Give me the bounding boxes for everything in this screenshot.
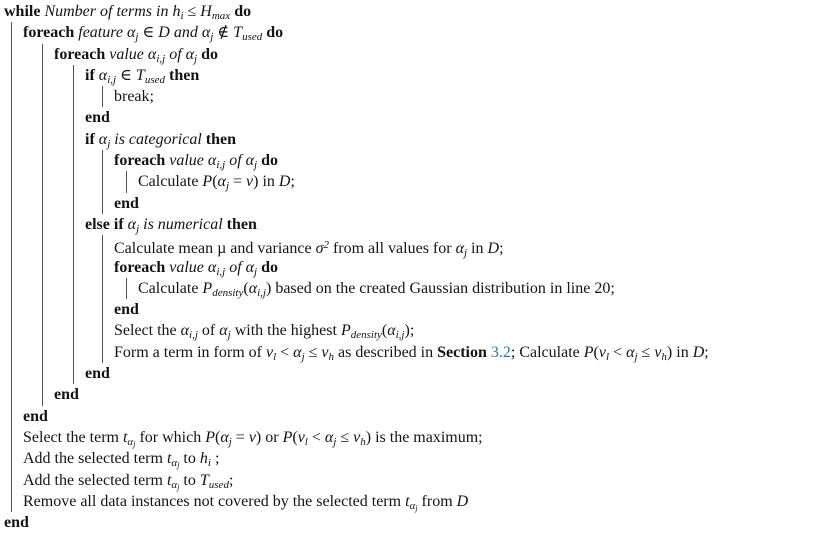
text-run: with the highest <box>230 322 341 340</box>
text-run: j <box>634 350 638 363</box>
text-run: H <box>200 3 212 20</box>
text-run: ≤ <box>336 428 354 446</box>
algo-line-foreach-feature <box>23 22 819 43</box>
text-run: density <box>212 286 244 299</box>
text-run: α <box>147 45 157 63</box>
algo-line-calc-prob <box>138 171 819 192</box>
text-run: α <box>324 428 334 446</box>
text-run: is numerical <box>139 215 227 233</box>
text-run: end <box>85 365 110 383</box>
text-run: α <box>201 24 211 42</box>
text-run: j <box>225 180 229 193</box>
text-run: i,j <box>189 329 198 342</box>
text-run: ∈ <box>138 24 159 42</box>
text-run: j <box>333 435 337 448</box>
algo-line-end-foreach-3 <box>114 299 819 320</box>
text-run: α <box>245 152 255 170</box>
text-run: < <box>276 343 294 361</box>
text-run: α <box>127 435 134 448</box>
text-run: end <box>114 194 139 212</box>
text-run: α <box>219 322 228 340</box>
text-run: < <box>307 428 325 446</box>
text-run: from all values for <box>328 240 456 258</box>
text-run: α <box>217 173 226 191</box>
algo-line-select-term <box>23 427 819 448</box>
algo-line-calc-mean-variance <box>114 235 819 260</box>
algo-line-form-term <box>114 342 819 363</box>
text-run: end <box>4 514 29 532</box>
text-run: ); <box>404 322 415 340</box>
text-run: v <box>246 173 254 191</box>
text-run: ; <box>290 173 295 191</box>
text-run: Calculate <box>138 173 203 191</box>
text-run: α <box>293 343 302 361</box>
text-run: T <box>199 471 209 489</box>
algo-line-end-if-else <box>85 363 819 384</box>
text-run: α <box>185 45 195 63</box>
text-run: ≤ <box>183 3 201 20</box>
text-run: ) or <box>255 428 283 446</box>
text-run: j <box>254 265 258 278</box>
text-run: l <box>605 350 610 363</box>
text-run: end <box>23 407 48 425</box>
text-run: break; <box>114 88 154 106</box>
algo-line-add-term-used <box>23 470 819 491</box>
algo-line-calc-density <box>138 278 819 299</box>
text-run: j <box>227 329 231 342</box>
text-run: ( <box>593 343 599 361</box>
text-run: h <box>661 350 667 363</box>
algo-line-if-categorical <box>85 129 819 150</box>
text-run: α <box>455 240 464 258</box>
text-run: Calculate mean µ and variance <box>114 240 316 258</box>
text-run: of <box>165 45 186 63</box>
text-run: h <box>328 350 335 363</box>
text-run: α <box>207 152 217 170</box>
text-run: α <box>180 322 190 340</box>
algo-block-foreach-3-body <box>126 278 819 299</box>
text-run: Number of terms in <box>44 3 173 20</box>
algo-block-categorical-body <box>102 150 819 214</box>
text-run: α <box>98 66 108 84</box>
text-run: to <box>179 471 200 489</box>
text-run: Add the selected term <box>23 471 167 489</box>
text-run: i,j <box>107 73 117 86</box>
text-run: Select the <box>114 322 181 340</box>
text-run: v <box>598 343 606 361</box>
text-run: T <box>233 24 243 42</box>
text-run: D <box>456 492 469 510</box>
text-run: v <box>297 428 305 446</box>
text-run: Add the selected term <box>23 450 167 468</box>
text-run: D <box>278 173 291 191</box>
algo-block-if-used-body <box>102 86 819 107</box>
text-run: j <box>463 247 468 260</box>
text-run: i,j <box>257 286 266 299</box>
text-run: j <box>133 439 136 449</box>
algo-line-end-while <box>4 512 819 533</box>
text-run: used <box>242 31 263 44</box>
text-run: ≤ <box>637 343 655 361</box>
text-run: j <box>107 137 111 150</box>
text-run: ; <box>704 343 709 361</box>
text-run: is categorical <box>110 130 206 148</box>
text-run: v <box>321 343 329 361</box>
algo-line-end-foreach-2 <box>114 193 819 214</box>
text-run: foreach <box>54 45 110 63</box>
text-run: foreach <box>23 24 79 42</box>
algo-block-while-body <box>11 22 819 512</box>
text-run: = <box>229 173 247 191</box>
text-run: P <box>340 322 351 340</box>
text-run: t <box>166 450 172 468</box>
text-run: α <box>171 478 178 491</box>
text-run: of <box>197 322 220 340</box>
text-run: j <box>254 159 258 172</box>
text-run: if <box>85 130 99 148</box>
text-run: i,j <box>395 329 405 342</box>
text-run: α <box>409 499 416 512</box>
text-run: value <box>169 152 208 170</box>
text-run: D <box>487 240 500 258</box>
text-run: α <box>387 322 396 340</box>
text-run: i <box>180 10 184 22</box>
text-run: i,j <box>216 265 226 278</box>
text-run: α <box>98 130 108 148</box>
text-run: Select the term <box>23 428 123 446</box>
text-run: v <box>353 428 361 446</box>
text-run: j <box>177 482 180 492</box>
algo-line-end-foreach-value <box>54 384 819 405</box>
text-run: Calculate <box>138 279 203 297</box>
text-run: ( <box>212 173 218 191</box>
text-run: in <box>467 240 488 258</box>
text-run: ( <box>292 428 298 446</box>
text-run: j <box>194 52 198 65</box>
text-run: ) in <box>666 343 693 361</box>
text-run: foreach <box>114 152 170 170</box>
algo-block-numerical-body <box>102 235 819 363</box>
text-run: P <box>202 279 213 297</box>
algo-line-while <box>4 1 819 22</box>
text-run: to <box>179 450 200 468</box>
text-run: α <box>127 215 137 233</box>
text-run: while <box>4 3 45 20</box>
algo-line-end-foreach-feature <box>23 406 819 427</box>
text-run: σ <box>315 240 324 258</box>
text-run: P <box>205 428 215 446</box>
text-run: j <box>135 31 139 44</box>
text-run: h <box>172 3 181 20</box>
text-run: i,j <box>156 52 166 65</box>
pseudocode-listing <box>4 1 819 533</box>
text-run: T <box>135 66 145 84</box>
text-run: ( <box>214 428 221 446</box>
text-run: ) based on the created Gaussian distribution in line 20; <box>265 279 615 297</box>
text-run: l <box>304 435 308 448</box>
text-run: ( <box>243 279 249 297</box>
text-run: end <box>85 109 110 127</box>
algo-line-add-term-h <box>23 448 819 469</box>
text-run: P <box>282 428 293 446</box>
text-run: < <box>609 343 627 361</box>
text-run: density <box>350 329 382 342</box>
algo-line-remove-instances <box>23 491 819 512</box>
text-run: l <box>273 350 277 363</box>
text-run: ∈ <box>116 66 136 84</box>
text-run: foreach <box>114 258 170 276</box>
text-run: v <box>654 343 662 361</box>
text-run: as described in <box>334 343 438 361</box>
text-run: t <box>405 492 410 510</box>
text-run: α <box>248 279 258 297</box>
text-run: t <box>166 471 172 489</box>
text-run: ; <box>210 450 220 468</box>
text-run: do <box>230 3 252 20</box>
algo-block-foreach-feature-body <box>42 44 819 406</box>
text-run: feature <box>78 24 127 42</box>
text-run: used <box>208 478 229 491</box>
text-run: ≤ <box>304 343 322 361</box>
text-run: ∉ <box>213 24 234 42</box>
text-run: ; Calculate <box>510 343 584 361</box>
text-run: j <box>228 435 232 448</box>
text-run: D <box>692 343 705 361</box>
text-run: then <box>226 215 257 233</box>
text-run: v <box>265 343 274 361</box>
text-run: end <box>54 386 79 404</box>
text-run: then <box>205 130 237 148</box>
algo-block-foreach-2-body <box>126 171 819 192</box>
text-run: j <box>136 222 140 235</box>
text-run: j <box>177 460 180 470</box>
text-run: ) is the maximum; <box>365 428 483 446</box>
text-run: v <box>248 428 256 446</box>
algo-block-foreach-value-body <box>73 65 819 384</box>
text-run: = <box>231 428 249 446</box>
algo-line-elseif-numerical <box>85 214 819 235</box>
text-run: if <box>85 66 99 84</box>
text-run: Remove all data instances not covered by the selected term <box>23 492 406 510</box>
text-run: do <box>257 152 279 170</box>
text-run: α <box>126 24 136 42</box>
algo-line-foreach-value-1 <box>54 44 819 65</box>
text-run: Section <box>437 343 491 361</box>
text-run: h <box>360 435 366 448</box>
text-run: t <box>122 428 128 446</box>
algo-line-if-used <box>85 65 819 86</box>
section-ref-link[interactable]: 3.2 <box>490 343 511 361</box>
algo-line-foreach-value-2 <box>114 150 819 171</box>
text-run: j <box>210 31 214 44</box>
text-run: ( <box>381 322 388 340</box>
text-run: i <box>207 457 211 470</box>
text-run: ; <box>499 240 504 258</box>
text-run: ) in <box>253 173 279 191</box>
text-run: P <box>202 173 213 191</box>
text-run: P <box>583 343 594 361</box>
text-run: 2 <box>323 239 329 252</box>
text-run: end <box>114 301 139 319</box>
text-run: for which <box>135 428 206 446</box>
text-run: i,j <box>216 159 226 172</box>
text-run: from <box>417 492 457 510</box>
text-run: D <box>158 24 170 42</box>
text-run: of <box>225 152 246 170</box>
algo-line-end-if-used <box>85 107 819 128</box>
text-run: j <box>415 503 418 513</box>
algo-line-select-highest-density <box>114 320 819 341</box>
text-run: h <box>199 450 208 468</box>
text-run: do <box>197 45 219 63</box>
text-run: max <box>211 10 231 22</box>
text-run: of <box>225 258 246 276</box>
algo-line-break <box>114 86 819 107</box>
text-run: α <box>207 258 217 276</box>
text-run: Form a term in form of <box>114 343 266 361</box>
algo-line-foreach-value-3 <box>114 257 819 278</box>
text-run: else if <box>85 215 128 233</box>
text-run: used <box>144 73 165 86</box>
text-run: value <box>169 258 208 276</box>
text-run: value <box>109 45 148 63</box>
text-run: α <box>626 343 635 361</box>
text-run: then <box>164 66 200 84</box>
text-run: and <box>169 24 202 42</box>
text-run: α <box>245 258 255 276</box>
text-run: α <box>171 457 178 470</box>
text-run: do <box>257 258 279 276</box>
text-run: ; <box>228 471 234 489</box>
text-run: do <box>262 24 284 42</box>
text-run: j <box>301 350 305 363</box>
text-run: α <box>220 428 229 446</box>
